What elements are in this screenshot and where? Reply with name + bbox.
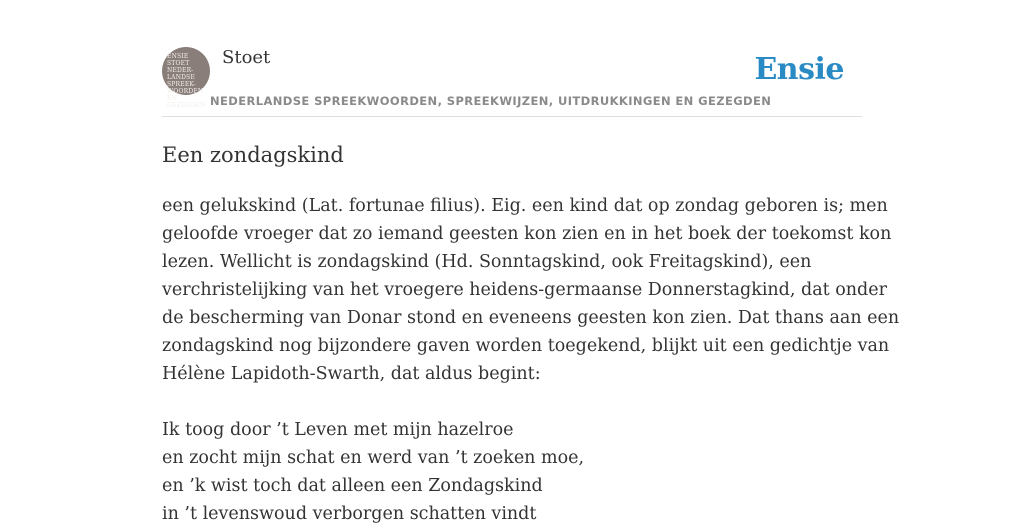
poem-line: Ik toog door ’t Leven met mijn hazelroe xyxy=(162,420,514,440)
paragraph-line: verchristelijking van het vroegere heidens-germaanse Donnerstagkind, dat onder xyxy=(162,280,887,300)
author-name[interactable]: Stoet xyxy=(222,47,271,68)
paragraph-line: de bescherming van Donar stond en eveneens geesten kon zien. Dat thans aan een xyxy=(162,308,900,328)
paragraph-line: Hélène Lapidoth-Swarth, dat aldus begint: xyxy=(162,364,541,384)
article-body xyxy=(162,192,900,528)
paragraph-line: lezen. Wellicht is zondagskind (Hd. Sonntagskind, ook Freitagskind), een xyxy=(162,252,812,272)
author-avatar[interactable] xyxy=(162,47,210,109)
paragraph-gap xyxy=(162,388,872,416)
poem-quote xyxy=(162,416,872,528)
poem-line: in ’t levenswoud verborgen schatten vindt xyxy=(162,504,537,524)
page-title: Een zondagskind xyxy=(162,143,344,167)
avatar-book-cover-text: ENSIE STOET NEDER- LANDSE SPREEK- WOORDEN EN GEZEGDEN xyxy=(167,53,206,109)
definition-paragraph xyxy=(162,192,900,388)
paragraph-line: zondagskind nog bijzondere gaven worden toegekend, blijkt uit een gedichtje van xyxy=(162,336,890,356)
poem-line: en zocht mijn schat en werd van ’t zoeken moe, xyxy=(162,448,585,468)
paragraph-line: een gelukskind (Lat. fortunae filius). Eig. een kind dat op zondag geboren is; men xyxy=(162,196,888,216)
site-header xyxy=(162,46,862,117)
source-subtitle[interactable]: NEDERLANDSE SPREEKWOORDEN, SPREEKWIJZEN, UITDRUKKINGEN EN GEZEGDEN xyxy=(210,94,772,108)
poem-line: en ’k wist toch dat alleen een Zondagskind xyxy=(162,476,543,496)
paragraph-line: geloofde vroeger dat zo iemand geesten kon zien en in het boek der toekomst kon xyxy=(162,224,892,244)
ensie-logo[interactable]: Ensie xyxy=(754,52,844,87)
